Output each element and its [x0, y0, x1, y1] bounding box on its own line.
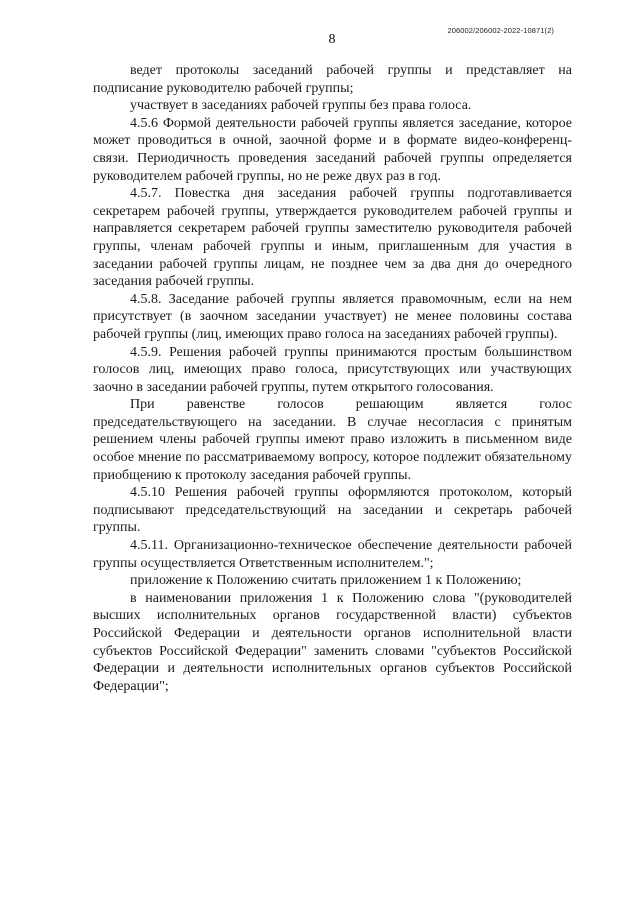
paragraph-4-5-10: 4.5.10 Решения рабочей группы оформляются протоколом, который подписывают председательствующий на заседании и секретарь рабочей группы.	[93, 485, 572, 536]
paragraph-appendix-rename: приложение к Положению считать приложением 1 к Положению;	[130, 573, 522, 589]
document-body	[93, 62, 572, 695]
paragraph-4-5-7: 4.5.7. Повестка дня заседания рабочей группы подготавливается секретарем рабочей группы, утверждается руководителем рабочей группы и направляется секретарем рабочей группы заместителю руководителя рабочей группы, членам рабочей группы и иным, приглашенным для участия в заседании рабочей группы лицам, не позднее чем за два дня до очередного заседания рабочей группы.	[93, 186, 572, 290]
paragraph-secretary-no-vote: участвует в заседаниях рабочей группы без права голоса.	[130, 98, 472, 114]
paragraph-appendix-title-change: в наименовании приложения 1 к Положению слова "(руководителей высших исполнительных органов государственной власти) субъектов Российской Федерации и деятельности органов исполнительной власти субъектов Российской Федерации" заменить словами "субъектов Российской Федерации и деятельности исполнительных органов субъектов Российской Федерации";	[93, 590, 572, 694]
document-registration-number: 206002/206002-2022-10871(2)	[447, 26, 554, 35]
paragraph-equal-votes: При равенстве голосов решающим является голос председательствующего на заседании. В случае несогласия с принятым решением члены рабочей группы имеют право изложить в письменном виде особое мнение по рассматриваемому вопросу, которое подлежит обязательному приобщению к протоколу заседания рабочей группы.	[93, 397, 572, 483]
paragraph-secretary-protocols: ведет протоколы заседаний рабочей группы и представляет на подписание руководителю рабочей группы;	[93, 63, 572, 96]
paragraph-4-5-6: 4.5.6 Формой деятельности рабочей группы является заседание, которое может проводиться в очной, заочной форме и в формате видео-конференц-связи. Периодичность проведения заседаний рабочей группы определяется руководителем рабочей группы, но не реже двух раз в год.	[93, 115, 572, 184]
paragraph-4-5-8: 4.5.8. Заседание рабочей группы является правомочным, если на нем присутствует (в заочном заседании участвует) не менее половины состава рабочей группы (лиц, имеющих право голоса на заседаниях рабочей группы).	[93, 291, 572, 342]
paragraph-4-5-9: 4.5.9. Решения рабочей группы принимаются простым большинством голосов лиц, имеющих право голоса, присутствующих или участвующих заочно в заседании рабочей группы, путем открытого голосования.	[93, 344, 572, 395]
page-number: 8	[328, 32, 336, 47]
paragraph-4-5-11: 4.5.11. Организационно-техническое обеспечение деятельности рабочей группы осуществляется Ответственным исполнителем.";	[93, 538, 572, 571]
